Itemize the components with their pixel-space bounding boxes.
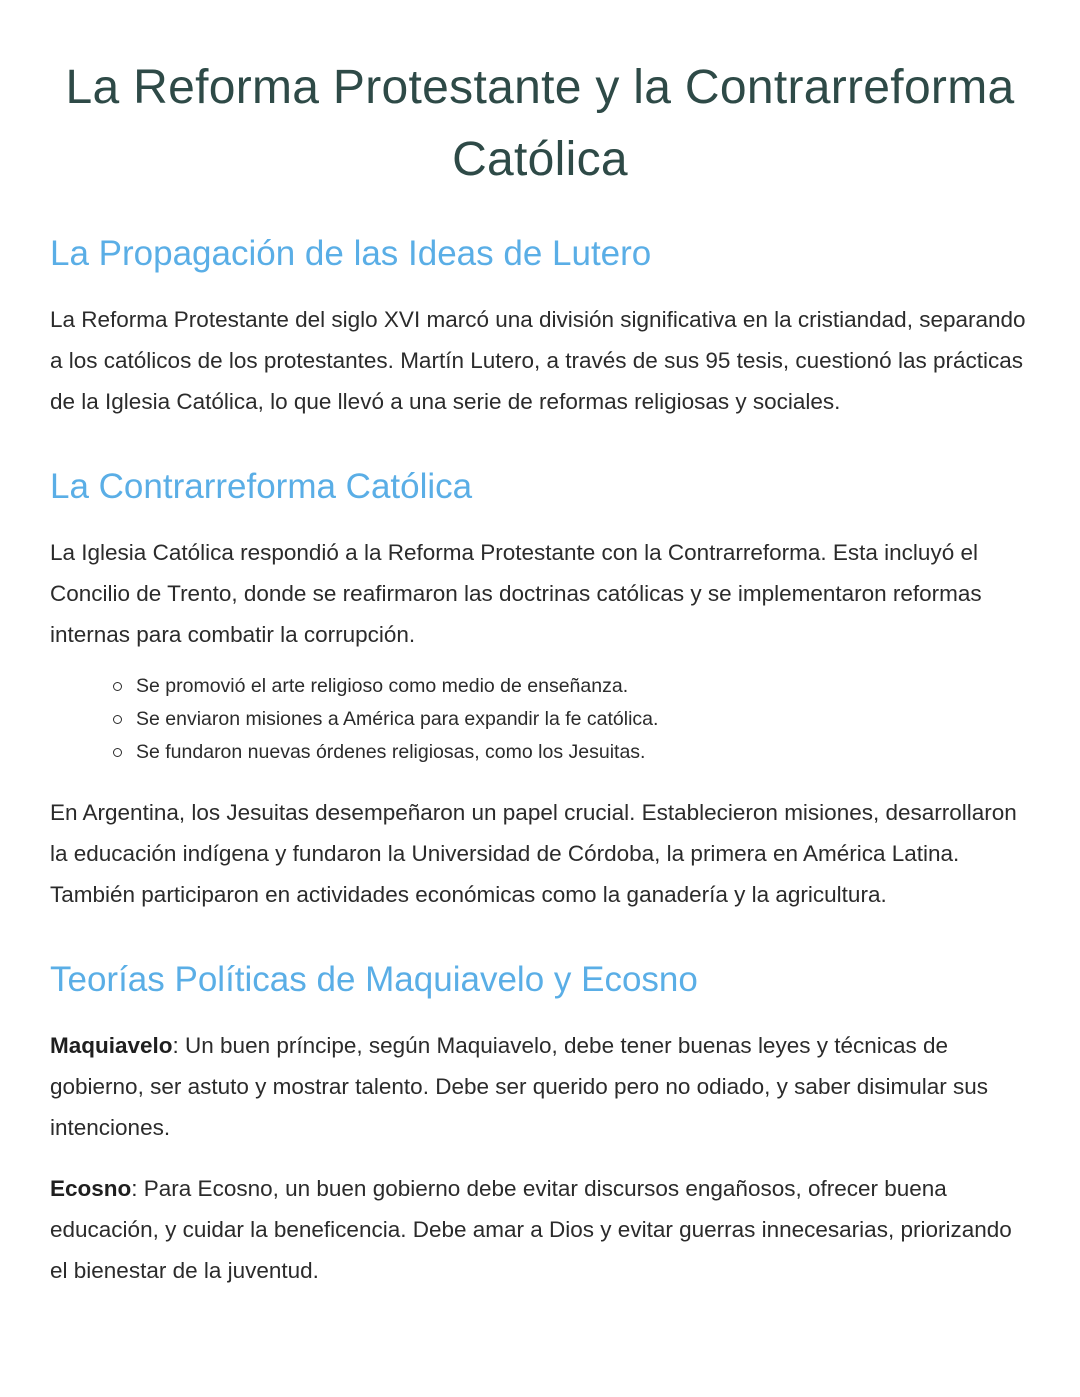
section-paragraph: La Reforma Protestante del siglo XVI marcó una división significativa en la cristiandad, separando a los católicos de los protestantes. Martín Lutero, a través de sus 95 tesis, cuestionó las prácticas de la Iglesia Católica, lo que llevó a una serie de reformas religiosas y sociales. — [50, 307, 1026, 414]
bullet-list — [50, 670, 1030, 769]
maquiavelo-paragraph — [50, 1025, 1030, 1148]
circle-bullet-icon — [113, 748, 122, 757]
ecosno-paragraph — [50, 1168, 1030, 1291]
list-item — [113, 703, 1030, 736]
list-item-text: Se promovió el arte religioso como medio de enseñanza. — [136, 675, 629, 697]
term-maquiavelo: Maquiavelo — [50, 1033, 173, 1058]
section-heading: La Propagación de las Ideas de Lutero — [50, 234, 652, 273]
maquiavelo-text: : Un buen príncipe, según Maquiavelo, debe tener buenas leyes y técnicas de gobierno, ser astuto y mostrar talento. Debe ser querido pero no odiado, y saber disimular sus intenciones. — [50, 1033, 989, 1140]
section-counter-reformation — [50, 465, 1030, 915]
list-item — [113, 736, 1030, 769]
list-item-text: Se enviaron misiones a América para expandir la fe católica. — [136, 708, 659, 730]
document-title: La Reforma Protestante y la Contrarreforma Católica — [65, 61, 1015, 186]
list-item — [113, 670, 1030, 703]
section-heading: Teorías Políticas de Maquiavelo y Ecosno — [50, 960, 698, 999]
section-luther-ideas — [50, 232, 1030, 422]
section-paragraph: La Iglesia Católica respondió a la Reforma Protestante con la Contrarreforma. Esta incluyó el Concilio de Trento, donde se reafirmaron las doctrinas católicas y se implementaron reformas internas para combatir la corrupción. — [50, 540, 982, 647]
circle-bullet-icon — [113, 682, 122, 691]
circle-bullet-icon — [113, 715, 122, 724]
section-paragraph: En Argentina, los Jesuitas desempeñaron un papel crucial. Establecieron misiones, desarrollaron la educación indígena y fundaron la Universidad de Córdoba, la primera en América Latina. También participaron en actividades económicas como la ganadería y la agricultura. — [50, 800, 1017, 907]
section-political-theories — [50, 958, 1030, 1291]
section-heading: La Contrarreforma Católica — [50, 467, 473, 506]
ecosno-text: : Para Ecosno, un buen gobierno debe evitar discursos engañosos, ofrecer buena educación, y cuidar la beneficencia. Debe amar a Dios y evitar guerras innecesarias, priorizando el bienestar de la juventud. — [50, 1176, 1012, 1283]
list-item-text: Se fundaron nuevas órdenes religiosas, como los Jesuitas. — [136, 741, 646, 763]
term-ecosno: Ecosno — [50, 1176, 132, 1201]
